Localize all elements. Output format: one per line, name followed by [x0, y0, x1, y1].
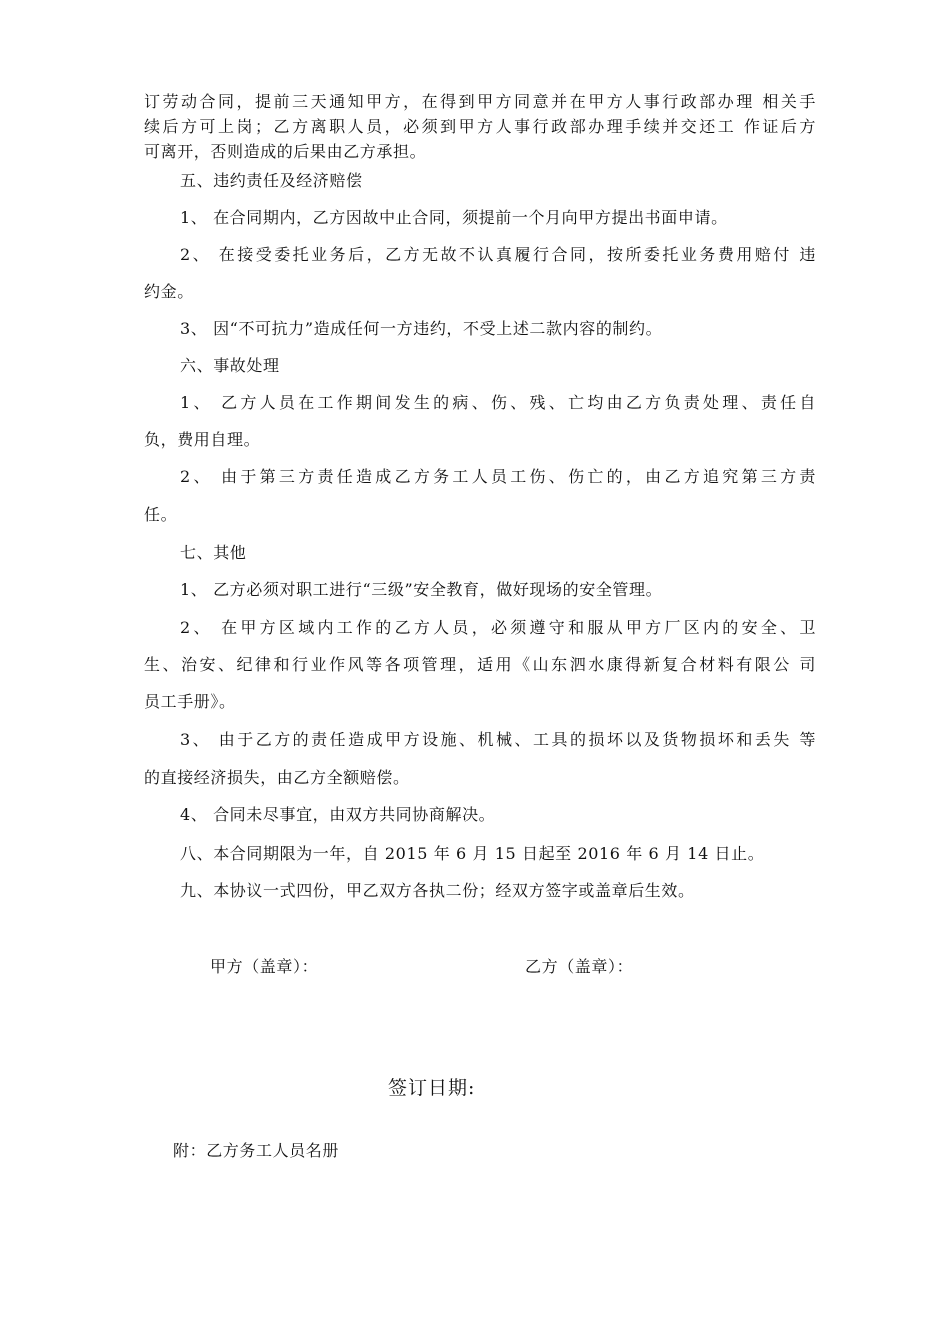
section-7-item-2-line-3: 员工手册》。 — [144, 692, 236, 711]
party-b-seal-label: 乙方（盖章）： — [525, 957, 634, 976]
intro-line-2: 续后方可上岗；乙方离职人员，必须到甲方人事行政部办理手续并交还工 作证后方 — [144, 117, 816, 136]
section-5-heading: 五、违约责任及经济赔偿 — [180, 171, 363, 190]
section-6-item-1-line-2: 负，费用自理。 — [144, 430, 261, 449]
section-5-item-2-line-2: 约金。 — [144, 282, 194, 301]
section-5-item-3: 3、 因“不可抗力”造成任何一方违约，不受上述二款内容的制约。 — [180, 319, 663, 338]
section-5-item-2-line-1: 2、 在接受委托业务后，乙方无故不认真履行合同，按所委托业务费用赔付 违 — [180, 245, 816, 264]
section-7-item-1: 1、 乙方必须对职工进行“三级”安全教育，做好现场的安全管理。 — [180, 580, 663, 599]
section-8-term: 八、本合同期限为一年，自 2015 年 6 月 15 日起至 2016 年 6 月 14 日止。 — [180, 844, 765, 863]
section-7-item-4: 4、 合同未尽事宜，由双方共同协商解决。 — [180, 805, 496, 824]
section-7-item-3-line-1: 3、 由于乙方的责任造成甲方设施、机械、工具的损坏以及货物损坏和丢失 等 — [180, 730, 816, 749]
section-9-copies: 九、本协议一式四份，甲乙双方各执二份；经双方签字或盖章后生效。 — [180, 881, 695, 900]
section-7-item-2-line-1: 2、 在甲方区域内工作的乙方人员，必须遵守和服从甲方厂区内的安全、卫 — [180, 618, 816, 637]
section-6-item-1-line-1: 1、 乙方人员在工作期间发生的病、伤、残、亡均由乙方负责处理、责任自 — [180, 393, 816, 412]
section-7-item-2-line-2: 生、治安、纪律和行业作风等各项管理，适用《山东泗水康得新复合材料有限公 司 — [144, 655, 816, 674]
section-7-heading: 七、其他 — [180, 543, 247, 562]
intro-line-1: 订劳动合同，提前三天通知甲方，在得到甲方同意并在甲方人事行政部办理 相关手 — [144, 92, 816, 111]
party-a-seal-label: 甲方（盖章）： — [210, 957, 319, 976]
section-6-item-2-line-1: 2、 由于第三方责任造成乙方务工人员工伤、伤亡的，由乙方追究第三方责 — [180, 467, 816, 486]
intro-line-3: 可离开，否则造成的后果由乙方承担。 — [144, 142, 427, 161]
section-6-heading: 六、事故处理 — [180, 356, 280, 375]
sign-date-label: 签订日期: — [388, 1077, 476, 1099]
section-5-item-1: 1、 在合同期内，乙方因故中止合同，须提前一个月向甲方提出书面申请。 — [180, 208, 728, 227]
section-6-item-2-line-2: 任。 — [144, 505, 178, 524]
attachment-note: 附：乙方务工人员名册 — [173, 1141, 340, 1160]
section-7-item-3-line-2: 的直接经济损失，由乙方全额赔偿。 — [144, 768, 410, 787]
